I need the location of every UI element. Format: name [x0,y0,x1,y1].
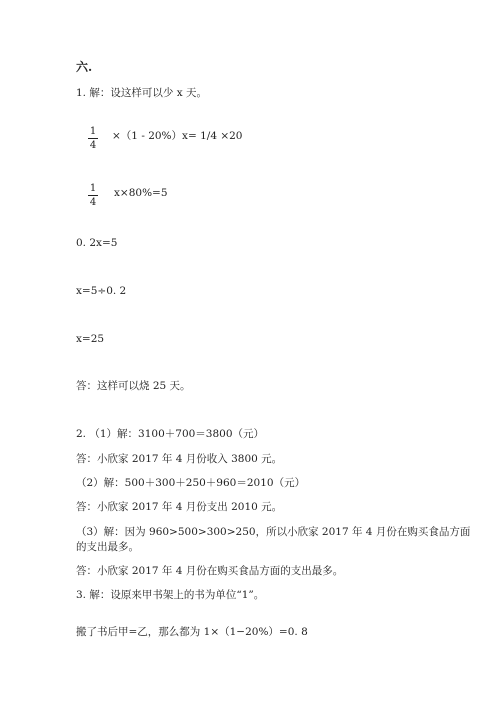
problem2-step3-line2: 的支出最多。 [76,541,139,553]
problem1-eq1-fraction [88,126,98,151]
fraction-numerator: 1 [89,126,97,137]
problem1-eq4: x=5÷0. 2 [76,285,127,297]
problem1-answer: 答：这样可以烧 25 天。 [76,380,191,392]
problem1-eq2-fraction [88,183,98,208]
problem1-eq1: ×（1 - 20%）x= 1/4 ×20 [112,130,243,142]
problem1-eq3: 0. 2x=5 [76,237,118,249]
problem2-step2: （2）解：500＋300＋250＋960＝2010（元） [76,477,306,489]
fraction-bar [88,138,98,139]
problem2-step3-line1: （3）解：因为 960>500>300>250，所以小欣家 2017 年 4 月份在购买食品方面 [76,526,471,538]
problem3-eq1: 搬了书后甲=乙，那么都为 1×（1−20%）=0. 8 [76,626,308,638]
problem3-intro: 3. 解：设原来甲书架上的书为单位“1”。 [76,589,265,601]
fraction-bar [88,195,98,196]
fraction-denominator: 4 [89,197,97,208]
problem1-eq2: x×80%=5 [114,187,168,199]
section-heading: 六. [76,60,93,74]
problem2-answer1: 答：小欣家 2017 年 4 月份收入 3800 元。 [76,453,283,465]
fraction-denominator: 4 [89,140,97,151]
problem1-eq5: x=25 [76,333,105,345]
problem2-answer2: 答：小欣家 2017 年 4 月份支出 2010 元。 [76,501,283,513]
problem1-intro: 1. 解：设这样可以少 x 天。 [76,87,207,99]
problem2-answer3: 答：小欣家 2017 年 4 月份在购买食品方面的支出最多。 [76,565,344,577]
problem2-step1: 2. （1）解：3100＋700＝3800（元） [76,428,265,440]
fraction-numerator: 1 [89,183,97,194]
